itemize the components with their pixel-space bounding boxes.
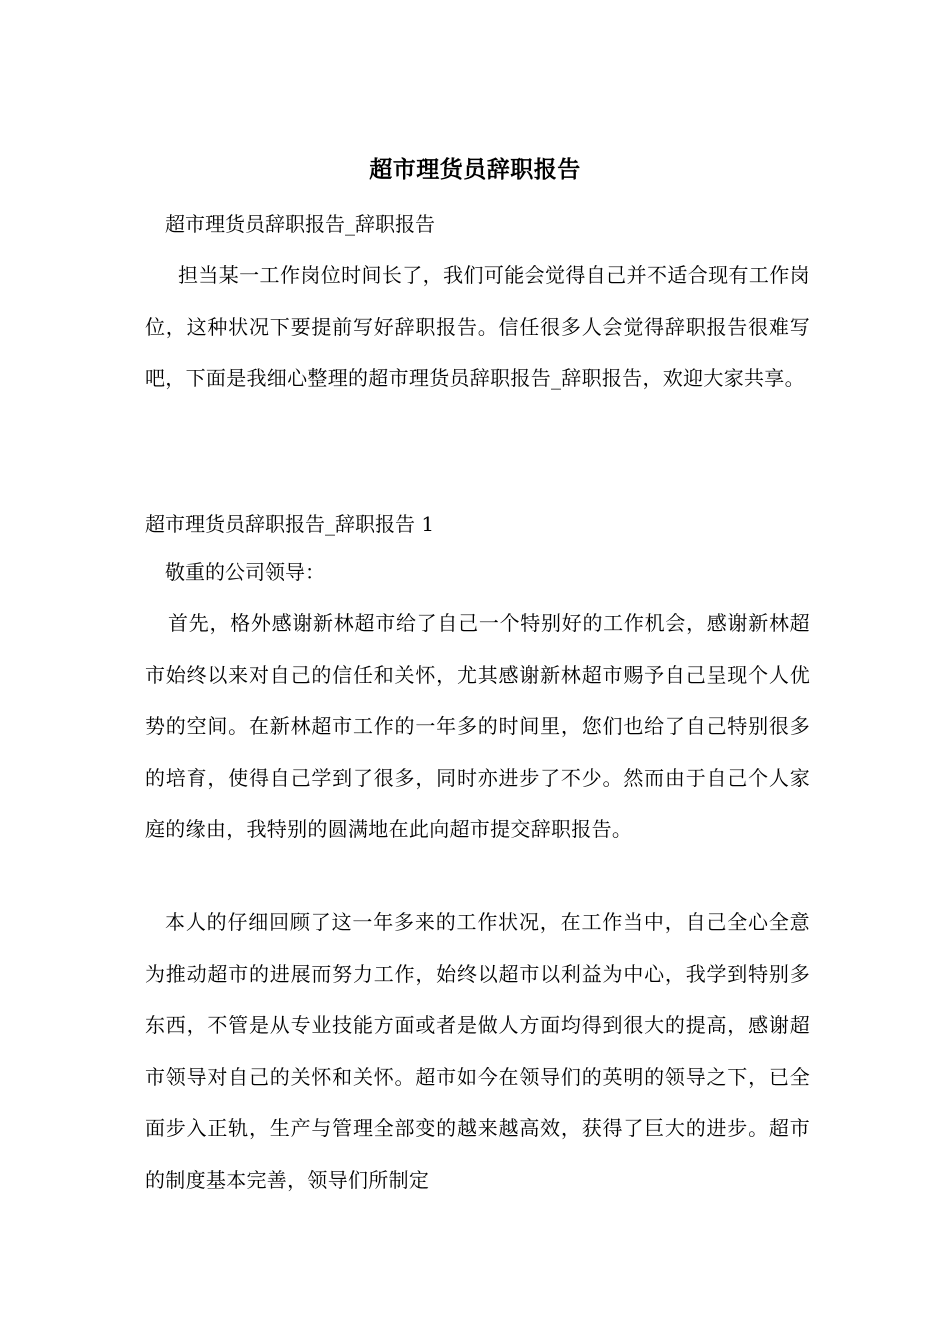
section-heading: 超市理货员辞职报告_辞职报告 1 bbox=[145, 512, 435, 536]
intro-paragraph: 担当某一工作岗位时间长了，我们可能会觉得自己并不适合现有工作岗位，这种状况下要提前写好辞职报告。信任很多人会觉得辞职报告很难写吧，下面是我细心整理的超市理货员辞职报告_辞职报告，欢迎大家共享。 bbox=[145, 263, 810, 390]
document-title: 超市理货员辞职报告 bbox=[369, 156, 581, 183]
body-paragraph: 首先，格外感谢新林超市给了自己一个特别好的工作机会，感谢新林超市始终以来对自己的信任和关怀，尤其感谢新林超市赐予自己呈现个人优势的空间。在新林超市工作的一年多的时间里，您们也给了自己特别很多的培育，使得自己学到了很多，同时亦进步了不少。然而由于自己个人家庭的缘由，我特别的圆满地在此向超市提交辞职报告。 bbox=[145, 611, 810, 841]
salutation: 敬重的公司领导： bbox=[165, 560, 325, 584]
body-paragraph: 本人的仔细回顾了这一年多来的工作状况，在工作当中，自己全心全意为推动超市的进展而努力工作，始终以超市以利益为中心，我学到特别多东西，不管是从专业技能方面或者是做人方面均得到很大的提高，感谢超市领导对自己的关怀和关怀。超市如今在领导们的英明的领导之下，已全面步入正轨，生产与管理全部变的越来越高效，获得了巨大的进步。超市的制度基本完善，领导们所制定 bbox=[145, 910, 810, 1192]
document-subtitle: 超市理货员辞职报告_辞职报告 bbox=[165, 212, 435, 236]
